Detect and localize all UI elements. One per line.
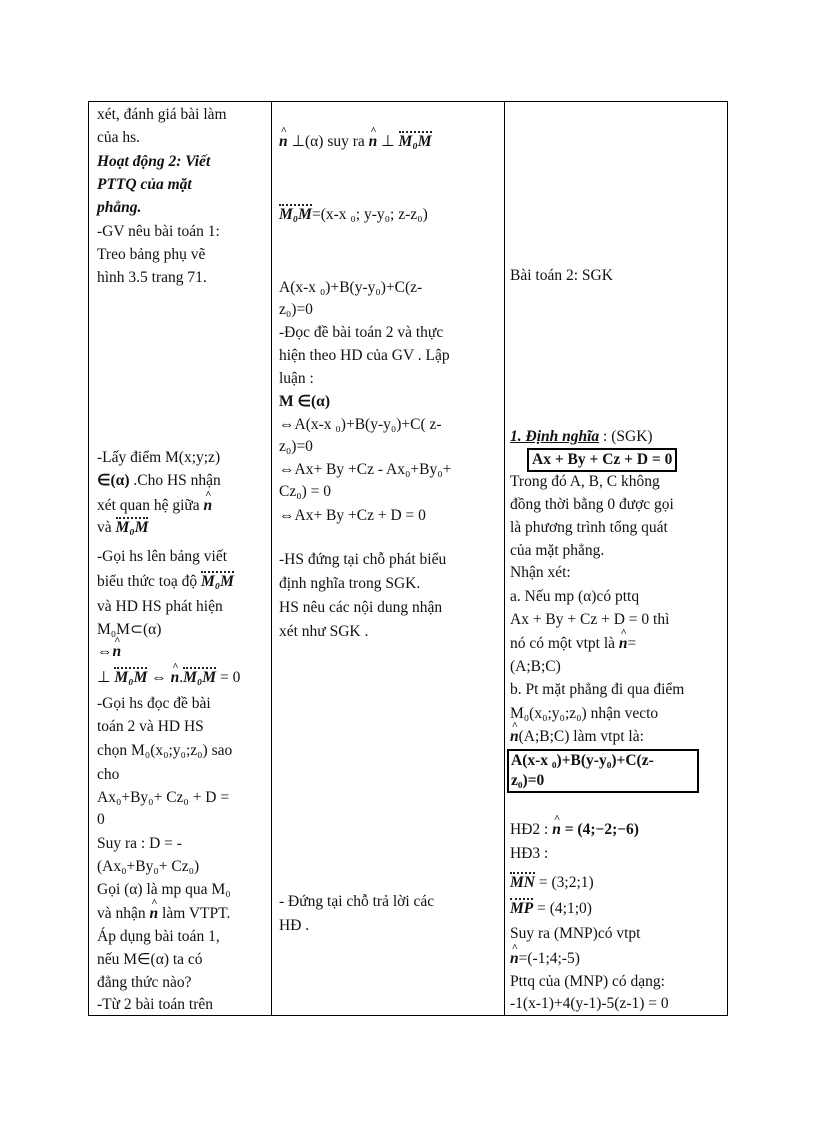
normal-vector: ˄ n — [150, 904, 159, 924]
text-span: = (3;2;1) — [534, 874, 594, 891]
text-line — [97, 518, 148, 538]
text-span: =(-1;4;-5) — [518, 950, 580, 967]
normal-vector: ˄ n — [171, 668, 180, 688]
text-line: HS nêu các nội dung nhận — [279, 599, 443, 616]
text-line: (Ax₀+By₀+ Cz₀) — [97, 858, 200, 875]
text-span: ⇔ — [147, 669, 171, 686]
text-span: ⊥(α) suy ra — [287, 133, 369, 150]
text-line: Ax + By + Cz + D = 0 thì — [510, 611, 670, 628]
text-line — [97, 642, 121, 662]
activity-heading: phẳng. — [97, 199, 142, 216]
text-line — [97, 471, 221, 491]
text-line: M ∈(α) — [279, 393, 330, 410]
text-span: = 0 — [216, 669, 241, 686]
text-line: -Đọc đề bài toán 2 và thực — [279, 324, 444, 341]
text-line: -GV nêu bài toán 1: — [97, 223, 220, 240]
text-span: : (SGK) — [599, 428, 653, 445]
text-line: b. Pt mặt phẳng đi qua điểm — [510, 681, 685, 698]
vector-m0m: M₀M — [183, 669, 217, 686]
text-line — [510, 634, 636, 654]
vector-m0m: M₀M — [114, 669, 148, 686]
text-line: z₀)=0 — [279, 438, 313, 455]
vector-mp: MP — [510, 900, 534, 917]
text-line: Treo bảng phụ vẽ — [97, 246, 206, 263]
normal-vector: ˄ n — [204, 496, 213, 516]
text-line: -Gọi hs đọc đề bài — [97, 695, 211, 712]
normal-vector: ˄ n — [369, 132, 378, 152]
text-line: Nhận xét: — [510, 564, 571, 581]
text-line: ⇔Ax+ By +Cz + D = 0 — [279, 507, 426, 524]
text-line: HĐ . — [279, 917, 310, 934]
normal-vector: ˄ n — [113, 642, 122, 662]
text-line — [510, 949, 580, 969]
text-line — [510, 820, 639, 840]
text-span: =(x-x ₀; y-y₀; z-z₀) — [311, 206, 428, 223]
text-line: Suy ra (MNP)có vtpt — [510, 925, 641, 942]
teacher-activity-column — [89, 102, 271, 1015]
vector-m0m: M₀M — [398, 133, 432, 150]
text-span: = (4;1;0) — [533, 900, 592, 917]
text-line — [510, 899, 592, 919]
lesson-table — [88, 101, 728, 1016]
text-line: hình 3.5 trang 71. — [97, 269, 207, 286]
text-line: xét như SGK . — [279, 623, 369, 640]
text-line: của mặt phẳng. — [510, 542, 605, 559]
text-span: và nhận — [97, 905, 150, 922]
vector-m0m: M₀M — [115, 519, 149, 536]
text-span: = (4;−2;−6) — [560, 821, 639, 838]
text-line: xét, đánh giá bài làm — [97, 106, 227, 123]
text-line: toán 2 và HD HS — [97, 718, 204, 735]
activity-heading: Hoạt động 2: Viết — [97, 153, 211, 170]
text-line — [97, 668, 240, 688]
text-line: Áp dụng bài toán 1, — [97, 928, 220, 945]
text-line — [279, 132, 432, 152]
equation-line: z₀)=0 — [511, 772, 545, 789]
text-line: A(x-x ₀)+B(y-y₀)+C(z- — [279, 279, 423, 296]
text-line: nếu M∈(α) ta có — [97, 951, 203, 968]
general-equation-box: Ax + By + Cz + D = 0 — [527, 448, 677, 472]
vector-m0m: M₀M — [279, 206, 312, 223]
text-line: cho — [97, 766, 120, 783]
text-line: và HD HS phát hiện — [97, 598, 223, 615]
text-line: hiện theo HD của GV . Lập — [279, 347, 450, 364]
text-line: M₀M⊂(α) — [97, 621, 162, 638]
text-line: 0 — [97, 811, 105, 828]
text-line — [510, 873, 594, 893]
text-line — [97, 496, 212, 516]
text-line: - Đứng tại chỗ trả lời các — [279, 893, 435, 910]
normal-vector: ˄ n — [279, 132, 288, 152]
text-span: và — [97, 519, 116, 536]
text-line: đẳng thức nào? — [97, 974, 192, 991]
text-span: ⇔ — [97, 643, 113, 660]
belongs-expression: ∈(α) — [97, 472, 130, 489]
text-line: Trong đó A, B, C không — [510, 473, 660, 490]
text-line: ⇔Ax+ By +Cz - Ax₀+By₀+ — [279, 461, 452, 478]
text-line: Ax₀+By₀+ Cz₀ + D = — [97, 789, 230, 806]
text-span: ⊥ — [377, 133, 399, 150]
text-span: xét quan hệ giữa — [97, 497, 200, 514]
text-line — [97, 904, 230, 924]
vector-mn: MN — [510, 874, 535, 891]
text-line: -Từ 2 bài toán trên — [97, 996, 214, 1013]
normal-vector: ˄ n — [552, 820, 561, 840]
text-line: định nghĩa trong SGK. — [279, 575, 421, 592]
text-line: Suy ra : D = - — [97, 835, 182, 852]
text-span: HĐ2 : — [510, 821, 553, 838]
text-line: -Lấy điểm M(x;y;z) — [97, 449, 221, 466]
text-line: luận : — [279, 370, 314, 387]
vector-m0m: M₀M — [200, 573, 234, 590]
text-line: Pttq của (MNP) có dạng: — [510, 973, 665, 990]
text-span: (A;B;C) làm vtpt là: — [518, 728, 644, 745]
definition-heading — [510, 427, 653, 447]
student-activity-column — [272, 102, 504, 1015]
text-line: Gọi (α) là mp qua M₀ — [97, 881, 231, 898]
text-line: chọn M₀(x₀;y₀;z₀) sao — [97, 742, 233, 759]
text-line: là phương trình tổng quát — [510, 519, 668, 536]
text-line: z₀)=0 — [279, 301, 313, 318]
text-line: đồng thời bằng 0 được gọi — [510, 496, 674, 513]
text-line — [510, 727, 644, 747]
text-span: ⊥ — [97, 669, 115, 686]
text-line: -HS đứng tại chỗ phát biểu — [279, 551, 447, 568]
text-span: . — [179, 669, 184, 686]
text-line: a. Nếu mp (α)có pttq — [510, 588, 640, 605]
plane-equation-box — [507, 749, 699, 793]
definition-title: 1. Định nghĩa — [510, 428, 600, 445]
content-column — [505, 102, 727, 1015]
text-span: nó có một vtpt là — [510, 635, 619, 652]
text-line — [279, 205, 428, 225]
equation-line: A(x-x ₀)+B(y-y₀)+C(z- — [511, 752, 654, 769]
normal-vector: ˄ n — [510, 949, 519, 969]
normal-vector: ˄ n — [619, 634, 628, 654]
text-line: -1(x-1)+4(y-1)-5(z-1) = 0 — [510, 995, 669, 1012]
text-line: ⇔A(x-x ₀)+B(y-y₀)+C( z- — [279, 416, 442, 433]
text-span: = — [627, 635, 637, 652]
normal-vector: ˄ n — [510, 727, 519, 747]
text-line: HĐ3 : — [510, 845, 549, 862]
text-line: (A;B;C) — [510, 658, 561, 675]
text-span: biểu thức toạ độ — [97, 573, 198, 590]
text-line: Bài toán 2: SGK — [510, 267, 613, 284]
text-span: làm VTPT. — [158, 905, 231, 922]
text-line: -Gọi hs lên bảng viết — [97, 548, 228, 565]
text-line — [97, 572, 234, 592]
text-line: của hs. — [97, 129, 141, 146]
text-line: M₀(x₀;y₀;z₀) nhận vecto — [510, 705, 659, 722]
activity-heading: PTTQ của mặt — [97, 176, 192, 193]
text-span: .Cho HS nhận — [129, 472, 221, 489]
text-line: Cz₀) = 0 — [279, 483, 332, 500]
